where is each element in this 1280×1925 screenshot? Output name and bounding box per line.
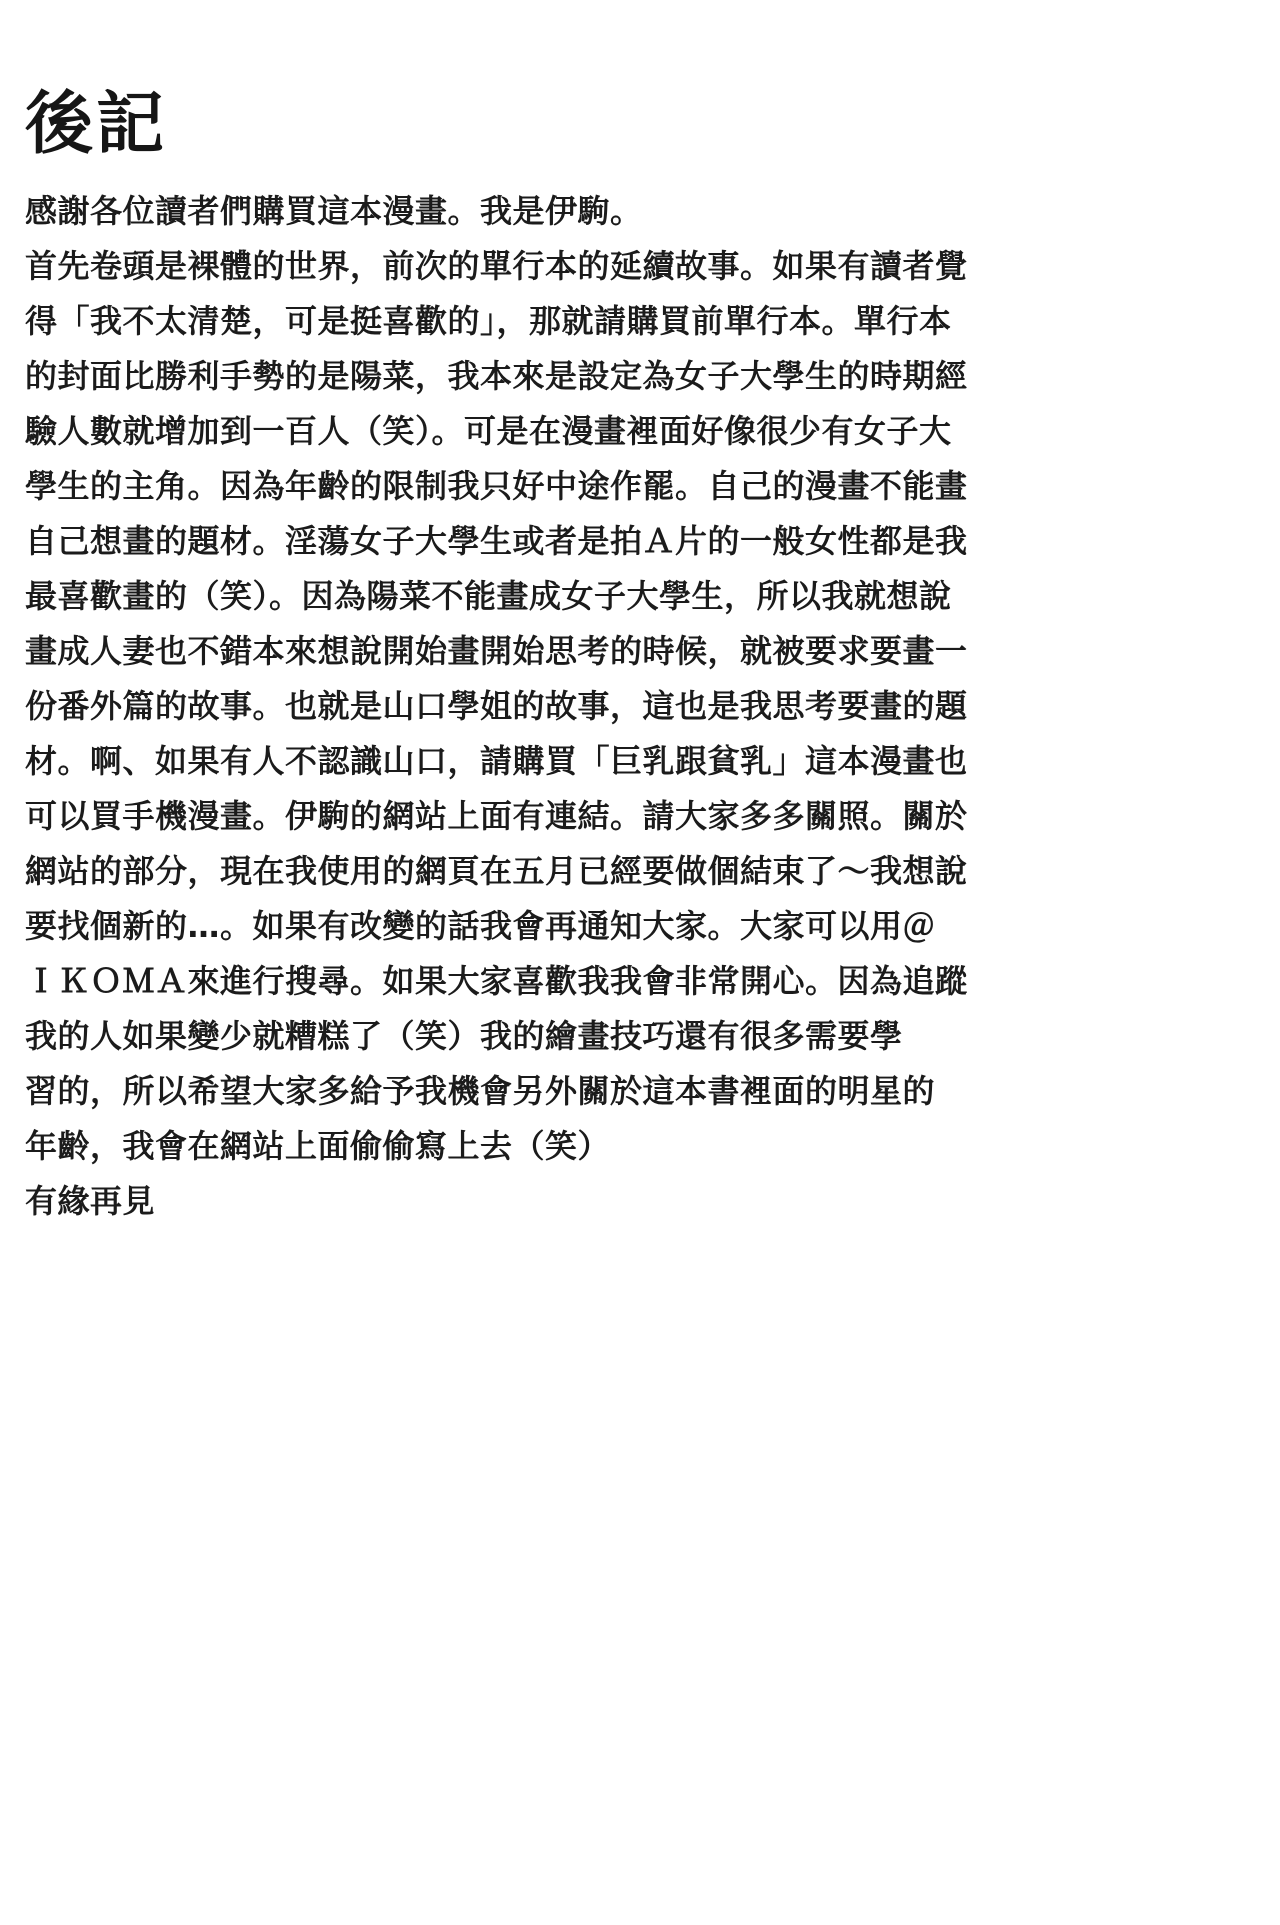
text-line: 學生的主角。因為年齡的限制我只好中途作罷。自己的漫畫不能畫 (25, 467, 968, 505)
text-line: 得「我不太清楚，可是挺喜歡的」，那就請購買前單行本。單行本 (25, 302, 952, 340)
text-line: 年齡，我會在網站上面偷偷寫上去（笑） (25, 1127, 611, 1165)
text-line: 習的，所以希望大家多給予我機會另外關於這本書裡面的明星的 (25, 1072, 936, 1110)
text-line: 有緣再見 (25, 1182, 156, 1220)
text-line: 最喜歡畫的（笑）。因為陽菜不能畫成女子大學生，所以我就想說 (25, 577, 952, 615)
text-line: 感謝各位讀者們購買這本漫畫。我是伊駒。 (25, 192, 643, 230)
text-line: 首先卷頭是裸體的世界，前次的單行本的延續故事。如果有讀者覺 (25, 247, 968, 285)
text-line: 我的人如果變少就糟糕了（笑）我的繪畫技巧還有很多需要學 (25, 1017, 903, 1055)
page-title: 後記 (25, 85, 168, 164)
text-line: 可以買手機漫畫。伊駒的網站上面有連結。請大家多多關照。關於 (25, 797, 968, 835)
afterword-body (25, 184, 968, 1229)
text-line: 畫成人妻也不錯本來想說開始畫開始思考的時候，就被要求要畫一 (25, 632, 968, 670)
text-line: 材。啊、如果有人不認識山口，請購買「巨乳跟貧乳」這本漫畫也 (25, 742, 968, 780)
text-line: 網站的部分，現在我使用的網頁在五月已經要做個結束了～我想說 (25, 852, 968, 890)
text-line: 份番外篇的故事。也就是山口學姐的故事，這也是我思考要畫的題 (25, 687, 968, 725)
text-line: 驗人數就增加到一百人（笑）。可是在漫畫裡面好像很少有女子大 (25, 412, 952, 450)
text-line: 自己想畫的題材。淫蕩女子大學生或者是拍Ａ片的一般女性都是我 (25, 522, 968, 560)
text-line: 的封面比勝利手勢的是陽菜，我本來是設定為女子大學生的時期經 (25, 357, 968, 395)
text-line: 要找個新的…。如果有改變的話我會再通知大家。大家可以用＠ (25, 907, 936, 945)
text-line: ＩＫＯＭＡ來進行搜尋。如果大家喜歡我我會非常開心。因為追蹤 (25, 962, 968, 1000)
